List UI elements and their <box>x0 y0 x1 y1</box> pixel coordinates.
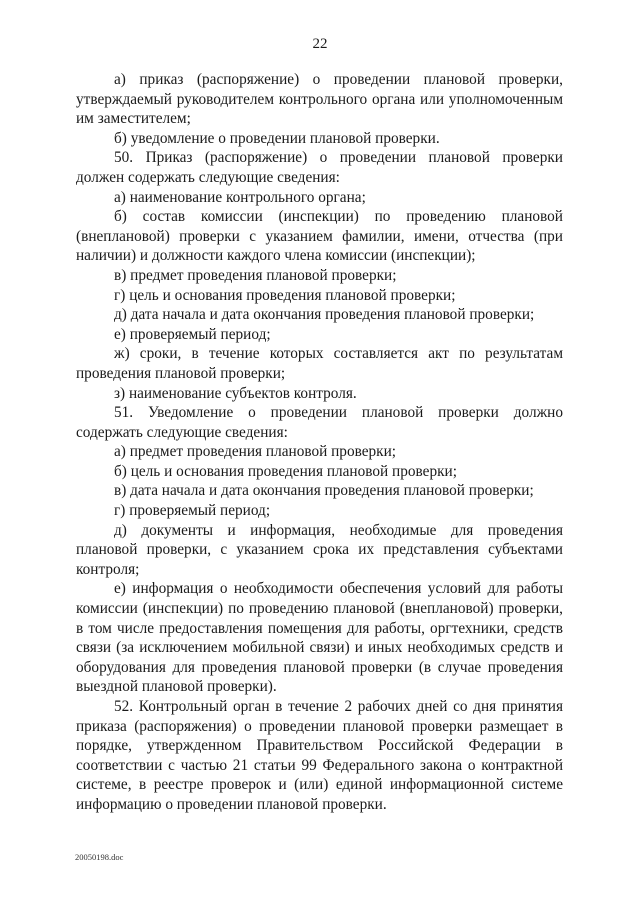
paragraph-51: 51. Уведомление о проведении плановой проверки должно содержать следующие сведения: <box>76 404 563 441</box>
list-item-51-v: в) дата начала и дата окончания проведения плановой проверки; <box>114 482 534 500</box>
list-item-51-b: б) цель и основания проведения плановой проверки; <box>114 462 457 480</box>
footer-filename: 20050198.doc <box>75 852 124 862</box>
list-item-50-a: а) наименование контрольного органа; <box>114 188 366 206</box>
paragraph-50: 50. Приказ (распоряжение) о проведении плановой проверки должен содержать следующие сведения: <box>76 149 563 186</box>
list-item-50-b: б) состав комиссии (инспекции) по проведению плановой (внеплановой) проверки с указанием фамилии, имени, отчества (при наличии) и должности каждого члена комиссии (инспекции); <box>76 208 563 265</box>
list-item-51-e: е) информация о необходимости обеспечения условий для работы комиссии (инспекции) по проведению плановой (внеплановой) проверки, в том числе предоставления помещения для работы, оргтехники, средств связи (за исключением мобильной связи) и иных необходимых средств и оборудования для проведения плановой проверки (в случае проведения выездной плановой проверки). <box>76 580 563 696</box>
list-item-50-v: в) предмет проведения плановой проверки; <box>114 266 397 284</box>
list-item-50-z: з) наименование субъектов контроля. <box>114 384 357 402</box>
paragraph-a-order: а) приказ (распоряжение) о проведении плановой проверки, утверждаемый руководителем контрольного органа или уполномоченным им заместителем; <box>76 71 563 128</box>
page-number: 22 <box>312 36 328 52</box>
list-item-51-g: г) проверяемый период; <box>114 502 271 520</box>
list-item-50-d: д) дата начала и дата окончания проведения плановой проверки; <box>114 306 535 324</box>
list-item-50-zh: ж) сроки, в течение которых составляется акт по результатам проведения плановой проверки; <box>76 345 563 382</box>
document-body <box>76 70 563 815</box>
list-item-50-g: г) цель и основания проведения плановой проверки; <box>114 286 456 304</box>
list-item-50-e: е) проверяемый период; <box>114 325 271 343</box>
list-item-51-d: д) документы и информация, необходимые для проведения плановой проверки, с указанием срока их представления субъектами контроля; <box>76 521 563 578</box>
list-item-51-a: а) предмет проведения плановой проверки; <box>114 443 397 461</box>
paragraph-52: 52. Контрольный орган в течение 2 рабочих дней со дня принятия приказа (распоряжения) о проведении плановой проверки размещает в порядке, утвержденном Правительством Российской Федерации в соответствии с частью 21 статьи 99 Федерального закона о контрактной системе, в реестре проверок и (или) единой информационной системе информацию о проведении плановой проверки. <box>76 698 563 813</box>
paragraph-b-notice: б) уведомление о проведении плановой проверки. <box>114 129 440 147</box>
